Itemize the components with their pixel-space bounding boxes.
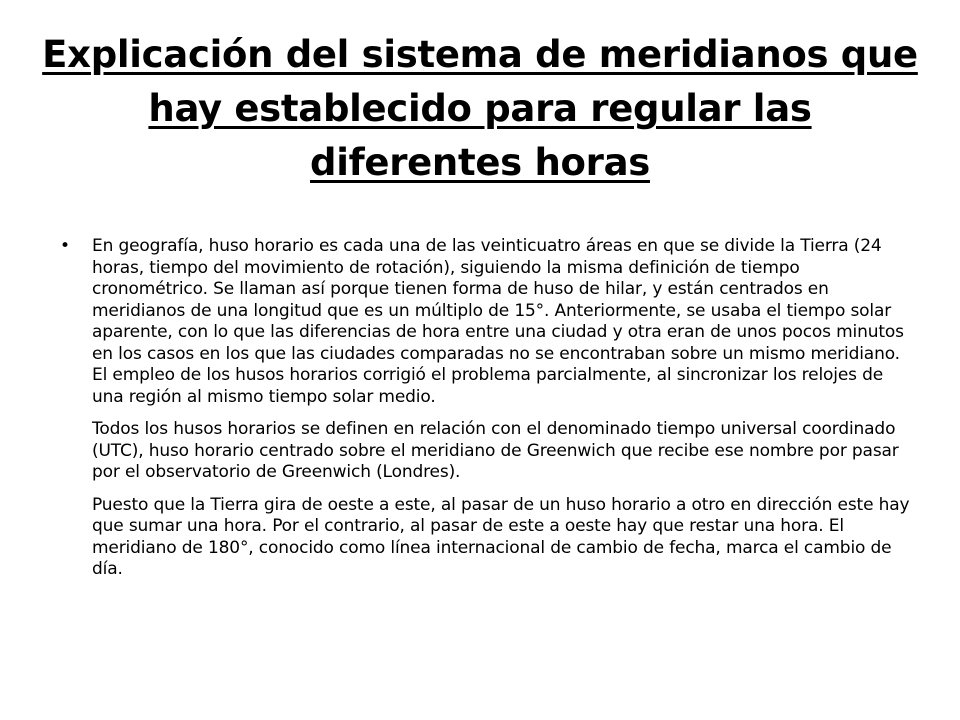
paragraph-date-line: Puesto que la Tierra gira de oeste a este, al pasar de un huso horario a otro en dirección este hay que sumar una hora. Por el contrario, al pasar de este a oeste hay que restar una hora. El meridiano de 180°, conocido como línea internacional de cambio de fecha, marca el cambio de día. (92, 494, 910, 579)
paragraph-time-zones: En geografía, huso horario es cada una de las veinticuatro áreas en que se divide la Tierra (24 horas, tiempo del movimiento de rotación), siguiendo la misma definición de tiempo cronométrico. Se llaman así porque tienen forma de huso de hilar, y están centrados en meridianos de una longitud que es un múltiplo de 15°. Anteriormente, se usaba el tiempo solar aparente, con lo que las diferencias de hora entre una ciudad y otra eran de unos pocos minutos en los casos en los que las ciudades comparadas no se encontraban sobre un mismo meridiano. El empleo de los husos horarios corrigió el problema parcialmente, al sincronizar los relojes de una región al mismo tiempo solar medio. (92, 236, 904, 407)
bullet-icon: • (60, 236, 70, 256)
slide-body (60, 236, 918, 581)
paragraph-utc: Todos los husos horarios se definen en relación con el denominado tiempo universal coordinado (UTC), huso horario centrado sobre el meridiano de Greenwich que recibe ese nombre por pasar por el observatorio de Greenwich (Londres). (92, 419, 899, 482)
bullet-item (60, 236, 918, 581)
slide-title: Explicación del sistema de meridianos que hay establecido para regular las diferentes horas (42, 33, 918, 184)
